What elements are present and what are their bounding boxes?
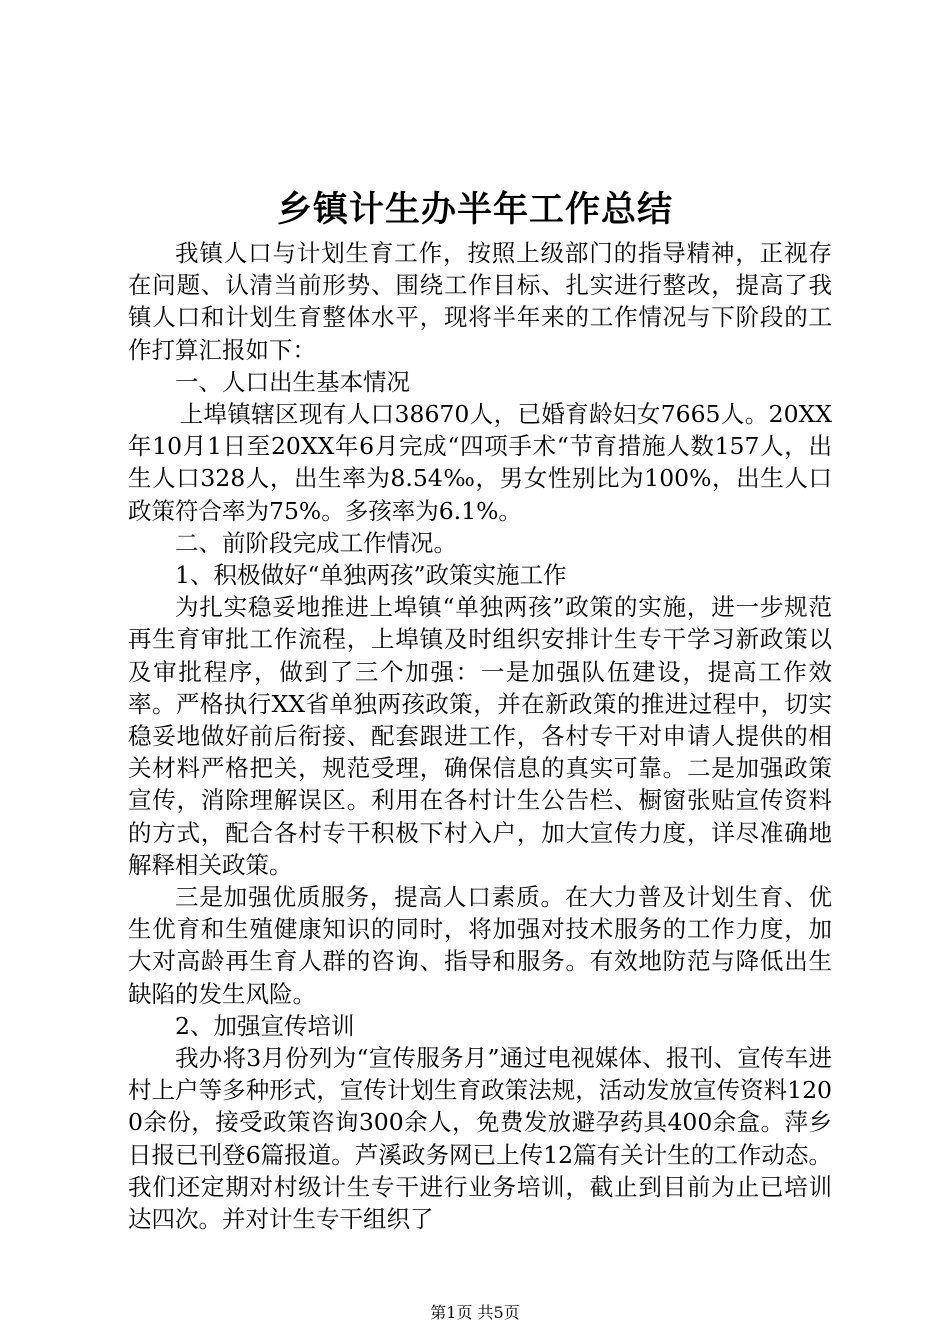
paragraph-intro: 我镇人口与计划生育工作，按照上级部门的指导精神，正视存在问题、认清当前形势、围绕工作目标、扎实进行整改，提高了我镇人口和计划生育整体水平，现将半年来的工作情况与下阶段的工作打算汇报如下： — [128, 239, 832, 364]
section-heading-2: 二、前阶段完成工作情况。 — [175, 528, 457, 557]
subsection-heading-2: 2、加强宣传培训 — [175, 1011, 355, 1040]
page-footer: 第1页 共5页 — [430, 1303, 520, 1322]
paragraph-publicity-training: 我办将3月份列为“宣传服务月”通过电视媒体、报刊、宣传车进村上户等多种形式，宣传计划生育政策法规，活动发放宣传资料1200余份，接受政策咨询300余人，免费发放避孕药具400余盒。萍乡日报已刊登6篇报道。芦溪政务网已上传12篇有关计生的工作动态。我们还定期对村级计生专干进行业务培训，截止到目前为止已培训达四次。并对计生专干组织了 — [128, 1044, 832, 1234]
subsection-heading-1: 1、积极做好“单独两孩”政策实施工作 — [175, 561, 567, 590]
paragraph-population: 上埠镇辖区现有人口38670人，已婚育龄妇女7665人。20XX年10月1日至20XX年6月完成“四项手术“节育措施人数157人，出生人口328人，出生率为8.54‰，男女性别比为100%，出生人口政策符合率为75%。多孩率为6.1%。 — [128, 400, 832, 525]
paragraph-two-child-policy: 为扎实稳妥地推进上埠镇“单独两孩”政策的实施，进一步规范再生育审批工作流程，上埠镇及时组织安排计生专干学习新政策以及审批程序，做到了三个加强：一是加强队伍建设，提高工作效率。严格执行XX省单独两孩政策，并在新政策的推进过程中，切实稳妥地做好前后衔接、配套跟进工作，各村专干对申请人提供的相关材料严格把关，规范受理，确保信息的真实可靠。二是加强政策宣传，消除理解误区。利用在各村计生公告栏、橱窗张贴宣传资料的方式，配合各村专干积极下村入户，加大宣传力度，详尽准确地解释相关政策。 — [128, 593, 832, 879]
section-heading-1: 一、人口出生基本情况 — [175, 367, 410, 396]
paragraph-quality-service: 三是加强优质服务，提高人口素质。在大力普及计划生育、优生优育和生殖健康知识的同时，将加强对技术服务的工作力度，加大对高龄再生育人群的咨询、指导和服务。有效地防范与降低出生缺陷的发生风险。 — [128, 883, 832, 1008]
document-title: 乡镇计生办半年工作总结 — [276, 189, 673, 230]
document-body — [128, 237, 832, 1235]
